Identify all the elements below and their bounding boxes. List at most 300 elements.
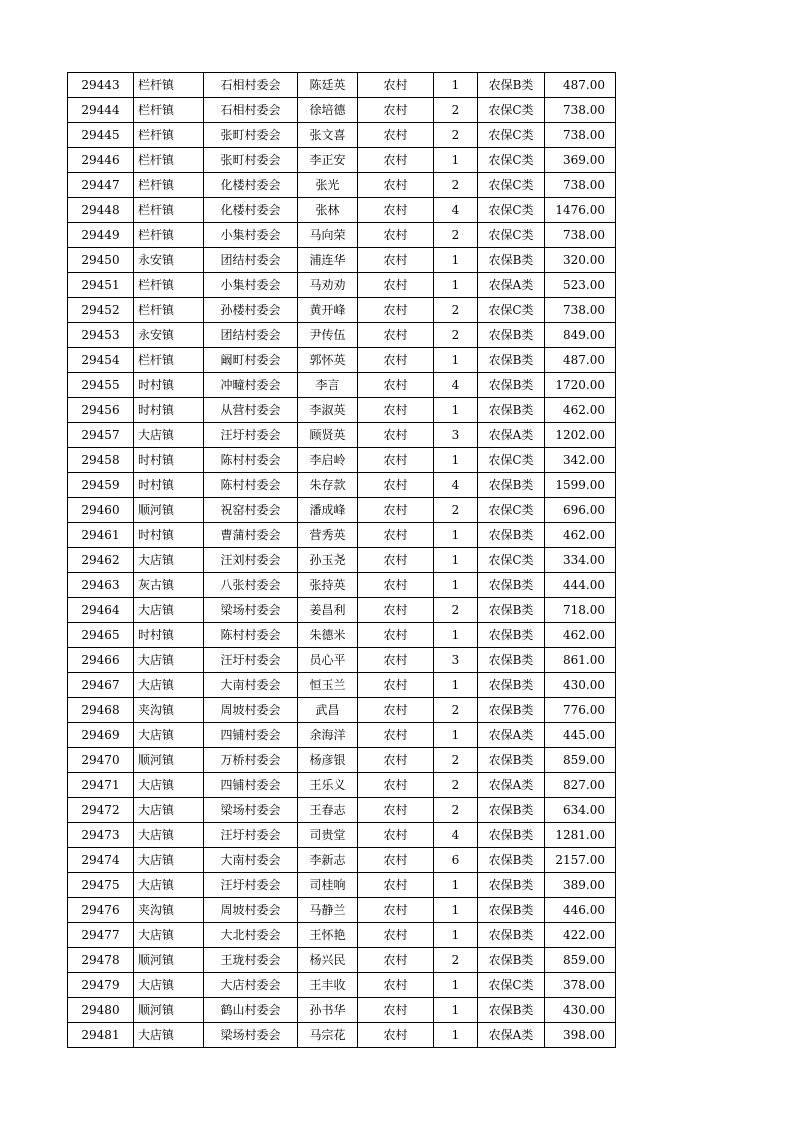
person-count-cell: 4 bbox=[434, 473, 478, 498]
amount-cell: 487.00 bbox=[545, 73, 616, 98]
table-row bbox=[68, 298, 616, 323]
person-count-cell: 1 bbox=[434, 523, 478, 548]
person-count-cell: 1 bbox=[434, 398, 478, 423]
amount-cell: 446.00 bbox=[545, 898, 616, 923]
category-cell: 农保B类 bbox=[478, 373, 545, 398]
person-count-cell: 2 bbox=[434, 498, 478, 523]
household-type-cell: 农村 bbox=[358, 423, 434, 448]
household-type-cell: 农村 bbox=[358, 98, 434, 123]
person-count-cell: 2 bbox=[434, 598, 478, 623]
category-cell: 农保C类 bbox=[478, 123, 545, 148]
category-cell: 农保B类 bbox=[478, 923, 545, 948]
table-row bbox=[68, 273, 616, 298]
household-type-cell: 农村 bbox=[358, 773, 434, 798]
household-type-cell: 农村 bbox=[358, 373, 434, 398]
household-type-cell: 农村 bbox=[358, 573, 434, 598]
household-type-cell: 农村 bbox=[358, 998, 434, 1023]
amount-cell: 776.00 bbox=[545, 698, 616, 723]
household-type-cell: 农村 bbox=[358, 298, 434, 323]
table-row bbox=[68, 423, 616, 448]
person-name-cell: 姜昌利 bbox=[298, 598, 358, 623]
person-count-cell: 1 bbox=[434, 998, 478, 1023]
category-cell: 农保C类 bbox=[478, 448, 545, 473]
person-name-cell: 武昌 bbox=[298, 698, 358, 723]
record-id-cell: 29461 bbox=[68, 523, 134, 548]
table-row bbox=[68, 523, 616, 548]
table-row bbox=[68, 373, 616, 398]
household-type-cell: 农村 bbox=[358, 73, 434, 98]
amount-cell: 696.00 bbox=[545, 498, 616, 523]
record-id-cell: 29458 bbox=[68, 448, 134, 473]
amount-cell: 2157.00 bbox=[545, 848, 616, 873]
village-committee-cell: 梁场村委会 bbox=[204, 598, 298, 623]
record-id-cell: 29477 bbox=[68, 923, 134, 948]
town-cell: 栏杆镇 bbox=[134, 173, 204, 198]
category-cell: 农保B类 bbox=[478, 798, 545, 823]
person-count-cell: 1 bbox=[434, 448, 478, 473]
table-row bbox=[68, 998, 616, 1023]
amount-cell: 462.00 bbox=[545, 523, 616, 548]
amount-cell: 523.00 bbox=[545, 273, 616, 298]
person-name-cell: 杨兴民 bbox=[298, 948, 358, 973]
household-type-cell: 农村 bbox=[358, 323, 434, 348]
person-name-cell: 张林 bbox=[298, 198, 358, 223]
amount-cell: 738.00 bbox=[545, 123, 616, 148]
town-cell: 夹沟镇 bbox=[134, 698, 204, 723]
table-row bbox=[68, 348, 616, 373]
table-row bbox=[68, 723, 616, 748]
household-type-cell: 农村 bbox=[358, 348, 434, 373]
town-cell: 大店镇 bbox=[134, 923, 204, 948]
town-cell: 大店镇 bbox=[134, 823, 204, 848]
town-cell: 大店镇 bbox=[134, 773, 204, 798]
amount-cell: 369.00 bbox=[545, 148, 616, 173]
town-cell: 栏杆镇 bbox=[134, 298, 204, 323]
amount-cell: 342.00 bbox=[545, 448, 616, 473]
table-row bbox=[68, 948, 616, 973]
record-id-cell: 29471 bbox=[68, 773, 134, 798]
person-name-cell: 王丰收 bbox=[298, 973, 358, 998]
person-count-cell: 1 bbox=[434, 248, 478, 273]
village-committee-cell: 梁场村委会 bbox=[204, 1023, 298, 1048]
record-id-cell: 29467 bbox=[68, 673, 134, 698]
category-cell: 农保A类 bbox=[478, 1023, 545, 1048]
person-count-cell: 1 bbox=[434, 548, 478, 573]
amount-cell: 444.00 bbox=[545, 573, 616, 598]
table-row bbox=[68, 648, 616, 673]
record-id-cell: 29454 bbox=[68, 348, 134, 373]
person-name-cell: 司贵堂 bbox=[298, 823, 358, 848]
village-committee-cell: 汪圩村委会 bbox=[204, 823, 298, 848]
table-row bbox=[68, 873, 616, 898]
amount-cell: 738.00 bbox=[545, 298, 616, 323]
person-count-cell: 1 bbox=[434, 973, 478, 998]
table-row bbox=[68, 398, 616, 423]
record-id-cell: 29480 bbox=[68, 998, 134, 1023]
amount-cell: 334.00 bbox=[545, 548, 616, 573]
record-id-cell: 29478 bbox=[68, 948, 134, 973]
category-cell: 农保B类 bbox=[478, 748, 545, 773]
town-cell: 大店镇 bbox=[134, 1023, 204, 1048]
person-count-cell: 2 bbox=[434, 298, 478, 323]
amount-cell: 827.00 bbox=[545, 773, 616, 798]
amount-cell: 1599.00 bbox=[545, 473, 616, 498]
person-count-cell: 2 bbox=[434, 698, 478, 723]
record-id-cell: 29473 bbox=[68, 823, 134, 848]
household-type-cell: 农村 bbox=[358, 223, 434, 248]
village-committee-cell: 汪刘村委会 bbox=[204, 548, 298, 573]
person-name-cell: 张光 bbox=[298, 173, 358, 198]
amount-cell: 1476.00 bbox=[545, 198, 616, 223]
town-cell: 大店镇 bbox=[134, 973, 204, 998]
village-committee-cell: 大北村委会 bbox=[204, 923, 298, 948]
village-committee-cell: 八张村委会 bbox=[204, 573, 298, 598]
category-cell: 农保B类 bbox=[478, 623, 545, 648]
town-cell: 栏杆镇 bbox=[134, 198, 204, 223]
table-row bbox=[68, 748, 616, 773]
household-type-cell: 农村 bbox=[358, 273, 434, 298]
category-cell: 农保A类 bbox=[478, 423, 545, 448]
town-cell: 栏杆镇 bbox=[134, 223, 204, 248]
town-cell: 顺河镇 bbox=[134, 498, 204, 523]
category-cell: 农保C类 bbox=[478, 298, 545, 323]
household-type-cell: 农村 bbox=[358, 248, 434, 273]
person-name-cell: 李新志 bbox=[298, 848, 358, 873]
person-count-cell: 4 bbox=[434, 823, 478, 848]
village-committee-cell: 陈村村委会 bbox=[204, 473, 298, 498]
household-type-cell: 农村 bbox=[358, 798, 434, 823]
town-cell: 栏杆镇 bbox=[134, 148, 204, 173]
household-type-cell: 农村 bbox=[358, 973, 434, 998]
town-cell: 时村镇 bbox=[134, 398, 204, 423]
person-name-cell: 张文喜 bbox=[298, 123, 358, 148]
village-committee-cell: 化楼村委会 bbox=[204, 173, 298, 198]
household-type-cell: 农村 bbox=[358, 523, 434, 548]
household-type-cell: 农村 bbox=[358, 173, 434, 198]
amount-cell: 738.00 bbox=[545, 173, 616, 198]
village-committee-cell: 冲疃村委会 bbox=[204, 373, 298, 398]
table-row bbox=[68, 923, 616, 948]
person-count-cell: 1 bbox=[434, 73, 478, 98]
person-name-cell: 余海洋 bbox=[298, 723, 358, 748]
household-type-cell: 农村 bbox=[358, 673, 434, 698]
person-count-cell: 2 bbox=[434, 773, 478, 798]
table-body bbox=[68, 73, 616, 1048]
village-committee-cell: 石相村委会 bbox=[204, 98, 298, 123]
table-row bbox=[68, 73, 616, 98]
town-cell: 大店镇 bbox=[134, 848, 204, 873]
person-name-cell: 马劝劝 bbox=[298, 273, 358, 298]
person-count-cell: 3 bbox=[434, 423, 478, 448]
person-name-cell: 张持英 bbox=[298, 573, 358, 598]
table-row bbox=[68, 98, 616, 123]
town-cell: 大店镇 bbox=[134, 648, 204, 673]
household-type-cell: 农村 bbox=[358, 123, 434, 148]
village-committee-cell: 张町村委会 bbox=[204, 148, 298, 173]
table-row bbox=[68, 448, 616, 473]
household-type-cell: 农村 bbox=[358, 898, 434, 923]
table-row bbox=[68, 773, 616, 798]
amount-cell: 445.00 bbox=[545, 723, 616, 748]
amount-cell: 487.00 bbox=[545, 348, 616, 373]
table-row bbox=[68, 623, 616, 648]
village-committee-cell: 大南村委会 bbox=[204, 848, 298, 873]
record-id-cell: 29448 bbox=[68, 198, 134, 223]
allowance-table-sheet bbox=[67, 72, 605, 1048]
record-id-cell: 29443 bbox=[68, 73, 134, 98]
town-cell: 时村镇 bbox=[134, 623, 204, 648]
village-committee-cell: 化楼村委会 bbox=[204, 198, 298, 223]
person-name-cell: 司桂响 bbox=[298, 873, 358, 898]
person-count-cell: 2 bbox=[434, 173, 478, 198]
village-committee-cell: 王珑村委会 bbox=[204, 948, 298, 973]
person-name-cell: 员心平 bbox=[298, 648, 358, 673]
record-id-cell: 29479 bbox=[68, 973, 134, 998]
table-row bbox=[68, 973, 616, 998]
person-count-cell: 2 bbox=[434, 223, 478, 248]
table-row bbox=[68, 798, 616, 823]
record-id-cell: 29474 bbox=[68, 848, 134, 873]
person-name-cell: 陈廷英 bbox=[298, 73, 358, 98]
household-type-cell: 农村 bbox=[358, 598, 434, 623]
category-cell: 农保B类 bbox=[478, 948, 545, 973]
record-id-cell: 29459 bbox=[68, 473, 134, 498]
person-name-cell: 尹传伍 bbox=[298, 323, 358, 348]
amount-cell: 738.00 bbox=[545, 98, 616, 123]
person-count-cell: 1 bbox=[434, 723, 478, 748]
table-row bbox=[68, 323, 616, 348]
record-id-cell: 29449 bbox=[68, 223, 134, 248]
category-cell: 农保B类 bbox=[478, 873, 545, 898]
amount-cell: 1281.00 bbox=[545, 823, 616, 848]
person-name-cell: 恒玉兰 bbox=[298, 673, 358, 698]
amount-cell: 1202.00 bbox=[545, 423, 616, 448]
person-name-cell: 王春志 bbox=[298, 798, 358, 823]
village-committee-cell: 大店村委会 bbox=[204, 973, 298, 998]
town-cell: 灰古镇 bbox=[134, 573, 204, 598]
amount-cell: 861.00 bbox=[545, 648, 616, 673]
person-count-cell: 1 bbox=[434, 898, 478, 923]
amount-cell: 718.00 bbox=[545, 598, 616, 623]
person-name-cell: 朱德米 bbox=[298, 623, 358, 648]
village-committee-cell: 周坡村委会 bbox=[204, 698, 298, 723]
record-id-cell: 29468 bbox=[68, 698, 134, 723]
person-name-cell: 徐培德 bbox=[298, 98, 358, 123]
village-committee-cell: 孙楼村委会 bbox=[204, 298, 298, 323]
village-committee-cell: 梁场村委会 bbox=[204, 798, 298, 823]
record-id-cell: 29457 bbox=[68, 423, 134, 448]
person-count-cell: 1 bbox=[434, 673, 478, 698]
person-name-cell: 王乐义 bbox=[298, 773, 358, 798]
record-id-cell: 29460 bbox=[68, 498, 134, 523]
town-cell: 大店镇 bbox=[134, 673, 204, 698]
record-id-cell: 29462 bbox=[68, 548, 134, 573]
town-cell: 栏杆镇 bbox=[134, 348, 204, 373]
person-count-cell: 2 bbox=[434, 98, 478, 123]
household-type-cell: 农村 bbox=[358, 698, 434, 723]
household-type-cell: 农村 bbox=[358, 448, 434, 473]
record-id-cell: 29453 bbox=[68, 323, 134, 348]
table-row bbox=[68, 548, 616, 573]
amount-cell: 422.00 bbox=[545, 923, 616, 948]
household-type-cell: 农村 bbox=[358, 1023, 434, 1048]
person-count-cell: 1 bbox=[434, 623, 478, 648]
person-name-cell: 马宗花 bbox=[298, 1023, 358, 1048]
amount-cell: 462.00 bbox=[545, 398, 616, 423]
table-row bbox=[68, 823, 616, 848]
village-committee-cell: 汪圩村委会 bbox=[204, 873, 298, 898]
table-row bbox=[68, 673, 616, 698]
table-row bbox=[68, 198, 616, 223]
village-committee-cell: 四铺村委会 bbox=[204, 773, 298, 798]
person-count-cell: 2 bbox=[434, 748, 478, 773]
record-id-cell: 29444 bbox=[68, 98, 134, 123]
category-cell: 农保C类 bbox=[478, 498, 545, 523]
village-committee-cell: 祝窑村委会 bbox=[204, 498, 298, 523]
person-name-cell: 孙玉尧 bbox=[298, 548, 358, 573]
category-cell: 农保B类 bbox=[478, 398, 545, 423]
person-count-cell: 6 bbox=[434, 848, 478, 873]
person-name-cell: 李启岭 bbox=[298, 448, 358, 473]
amount-cell: 1720.00 bbox=[545, 373, 616, 398]
category-cell: 农保C类 bbox=[478, 98, 545, 123]
household-type-cell: 农村 bbox=[358, 723, 434, 748]
category-cell: 农保B类 bbox=[478, 998, 545, 1023]
amount-cell: 634.00 bbox=[545, 798, 616, 823]
town-cell: 时村镇 bbox=[134, 448, 204, 473]
record-id-cell: 29470 bbox=[68, 748, 134, 773]
town-cell: 大店镇 bbox=[134, 548, 204, 573]
table-row bbox=[68, 898, 616, 923]
village-committee-cell: 从营村委会 bbox=[204, 398, 298, 423]
person-count-cell: 4 bbox=[434, 198, 478, 223]
table-row bbox=[68, 598, 616, 623]
person-name-cell: 浦连华 bbox=[298, 248, 358, 273]
record-id-cell: 29465 bbox=[68, 623, 134, 648]
village-committee-cell: 汪圩村委会 bbox=[204, 423, 298, 448]
table-row bbox=[68, 498, 616, 523]
table-row bbox=[68, 848, 616, 873]
category-cell: 农保B类 bbox=[478, 848, 545, 873]
record-id-cell: 29464 bbox=[68, 598, 134, 623]
category-cell: 农保B类 bbox=[478, 898, 545, 923]
town-cell: 大店镇 bbox=[134, 423, 204, 448]
person-count-cell: 3 bbox=[434, 648, 478, 673]
person-count-cell: 1 bbox=[434, 873, 478, 898]
person-name-cell: 马静兰 bbox=[298, 898, 358, 923]
category-cell: 农保B类 bbox=[478, 598, 545, 623]
table-row bbox=[68, 248, 616, 273]
category-cell: 农保B类 bbox=[478, 473, 545, 498]
village-committee-cell: 张町村委会 bbox=[204, 123, 298, 148]
allowance-table bbox=[67, 72, 616, 1048]
household-type-cell: 农村 bbox=[358, 498, 434, 523]
village-committee-cell: 周坡村委会 bbox=[204, 898, 298, 923]
person-count-cell: 1 bbox=[434, 573, 478, 598]
table-row bbox=[68, 173, 616, 198]
table-row bbox=[68, 473, 616, 498]
household-type-cell: 农村 bbox=[358, 873, 434, 898]
category-cell: 农保B类 bbox=[478, 73, 545, 98]
village-committee-cell: 团结村委会 bbox=[204, 323, 298, 348]
village-committee-cell: 石相村委会 bbox=[204, 73, 298, 98]
record-id-cell: 29476 bbox=[68, 898, 134, 923]
village-committee-cell: 大南村委会 bbox=[204, 673, 298, 698]
person-count-cell: 1 bbox=[434, 348, 478, 373]
person-count-cell: 2 bbox=[434, 798, 478, 823]
amount-cell: 430.00 bbox=[545, 998, 616, 1023]
person-count-cell: 1 bbox=[434, 273, 478, 298]
category-cell: 农保B类 bbox=[478, 648, 545, 673]
household-type-cell: 农村 bbox=[358, 473, 434, 498]
village-committee-cell: 小集村委会 bbox=[204, 223, 298, 248]
person-name-cell: 李正安 bbox=[298, 148, 358, 173]
table-row bbox=[68, 223, 616, 248]
village-committee-cell: 鹤山村委会 bbox=[204, 998, 298, 1023]
town-cell: 永安镇 bbox=[134, 323, 204, 348]
village-committee-cell: 万桥村委会 bbox=[204, 748, 298, 773]
table-row bbox=[68, 123, 616, 148]
record-id-cell: 29463 bbox=[68, 573, 134, 598]
category-cell: 农保C类 bbox=[478, 198, 545, 223]
household-type-cell: 农村 bbox=[358, 198, 434, 223]
town-cell: 栏杆镇 bbox=[134, 123, 204, 148]
amount-cell: 389.00 bbox=[545, 873, 616, 898]
record-id-cell: 29469 bbox=[68, 723, 134, 748]
person-count-cell: 4 bbox=[434, 373, 478, 398]
person-name-cell: 李淑英 bbox=[298, 398, 358, 423]
person-name-cell: 杨彦银 bbox=[298, 748, 358, 773]
amount-cell: 859.00 bbox=[545, 748, 616, 773]
person-name-cell: 朱存款 bbox=[298, 473, 358, 498]
town-cell: 大店镇 bbox=[134, 798, 204, 823]
household-type-cell: 农村 bbox=[358, 848, 434, 873]
table-row bbox=[68, 148, 616, 173]
person-count-cell: 2 bbox=[434, 123, 478, 148]
town-cell: 大店镇 bbox=[134, 598, 204, 623]
record-id-cell: 29472 bbox=[68, 798, 134, 823]
table-row bbox=[68, 698, 616, 723]
person-name-cell: 黄开峰 bbox=[298, 298, 358, 323]
category-cell: 农保C类 bbox=[478, 173, 545, 198]
category-cell: 农保B类 bbox=[478, 698, 545, 723]
record-id-cell: 29446 bbox=[68, 148, 134, 173]
table-row bbox=[68, 1023, 616, 1048]
town-cell: 大店镇 bbox=[134, 723, 204, 748]
town-cell: 时村镇 bbox=[134, 373, 204, 398]
category-cell: 农保B类 bbox=[478, 248, 545, 273]
amount-cell: 320.00 bbox=[545, 248, 616, 273]
record-id-cell: 29475 bbox=[68, 873, 134, 898]
household-type-cell: 农村 bbox=[358, 398, 434, 423]
record-id-cell: 29450 bbox=[68, 248, 134, 273]
household-type-cell: 农村 bbox=[358, 748, 434, 773]
record-id-cell: 29452 bbox=[68, 298, 134, 323]
record-id-cell: 29445 bbox=[68, 123, 134, 148]
village-committee-cell: 团结村委会 bbox=[204, 248, 298, 273]
household-type-cell: 农村 bbox=[358, 823, 434, 848]
category-cell: 农保A类 bbox=[478, 773, 545, 798]
village-committee-cell: 陈村村委会 bbox=[204, 448, 298, 473]
category-cell: 农保C类 bbox=[478, 548, 545, 573]
town-cell: 时村镇 bbox=[134, 523, 204, 548]
town-cell: 大店镇 bbox=[134, 873, 204, 898]
household-type-cell: 农村 bbox=[358, 148, 434, 173]
town-cell: 栏杆镇 bbox=[134, 273, 204, 298]
town-cell: 栏杆镇 bbox=[134, 98, 204, 123]
household-type-cell: 农村 bbox=[358, 623, 434, 648]
amount-cell: 430.00 bbox=[545, 673, 616, 698]
